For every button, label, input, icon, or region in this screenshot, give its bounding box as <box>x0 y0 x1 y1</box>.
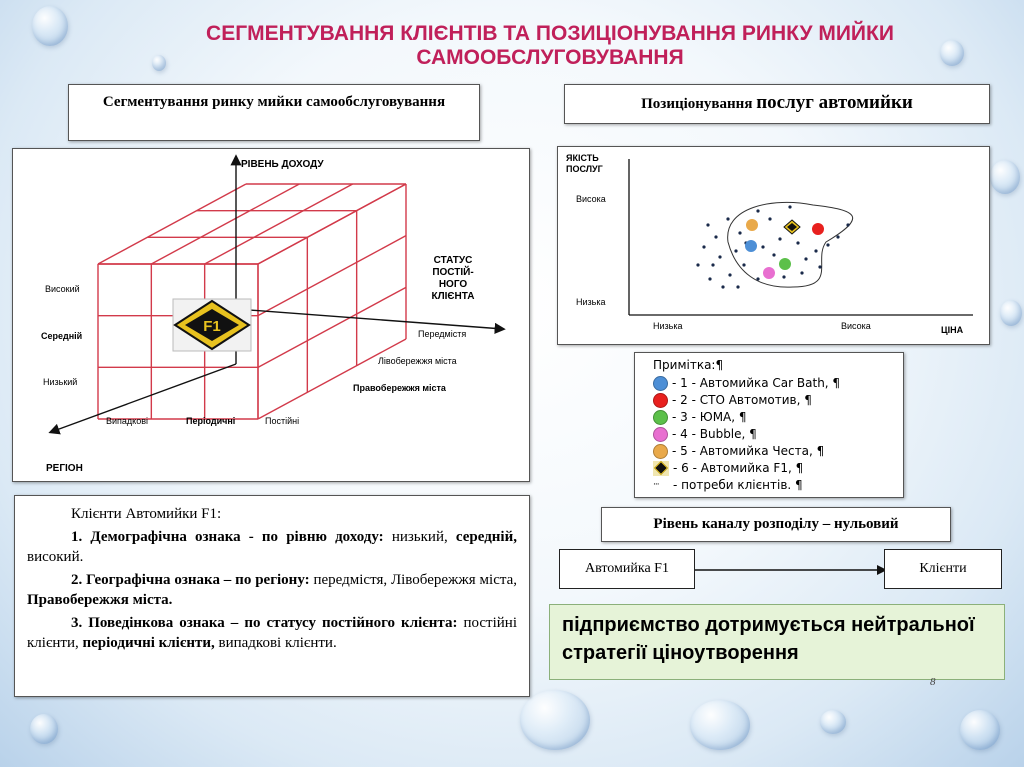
pricing-strategy-note: підприємство дотримується нейтральної стратегії ціноутворення <box>549 604 1005 680</box>
green-dot-icon <box>653 410 668 425</box>
client-need-dot <box>818 265 821 268</box>
clients-heading: Клієнти Автомийки F1: <box>71 506 222 522</box>
client-need-dot <box>706 223 709 226</box>
status-level-random: Випадкові <box>106 416 148 426</box>
client-need-dot <box>846 223 849 226</box>
client-need-dot <box>772 253 775 256</box>
client-need-dot <box>768 217 771 220</box>
orange-dot-icon <box>653 444 668 459</box>
cube-grid-line <box>205 184 353 264</box>
status-level-periodic: Періодичні <box>186 416 236 426</box>
flow-arrow-icon <box>695 560 887 580</box>
x-axis-label: ЦІНА <box>941 325 964 335</box>
client-need-dot <box>782 275 785 278</box>
status-level-permanent: Постійні <box>265 416 300 426</box>
water-drop <box>820 710 846 734</box>
blue-dot-icon <box>653 376 668 391</box>
clients-description <box>14 495 530 697</box>
income-level-low: Низький <box>43 377 78 387</box>
client-need-dot <box>788 205 791 208</box>
income-level-mid: Середній <box>41 331 83 341</box>
flow-box-carwash: Автомийка F1 <box>559 549 695 589</box>
legend-item <box>653 460 903 477</box>
marker-f1-icon <box>784 220 800 234</box>
client-need-dot <box>736 285 739 288</box>
cube-grid-line <box>258 236 406 316</box>
y-label-2: ПОСЛУГ <box>566 164 603 174</box>
client-need-dot <box>711 263 714 266</box>
client-need-dot <box>721 285 724 288</box>
legend-item <box>653 409 903 426</box>
cube-grid-line <box>151 184 299 264</box>
y-low-label: Низька <box>576 297 606 307</box>
clients-geographic: 2. Географічна ознака – по регіону: передмістя, Лівобережжя міста, Правобережжя міста. <box>27 572 517 608</box>
client-need-dot <box>708 277 711 280</box>
cube-svg <box>13 149 531 483</box>
water-drop <box>32 6 68 46</box>
positioning-header-part1: Позиціонування <box>641 96 757 112</box>
red-dot-icon <box>653 393 668 408</box>
positioning-header-part2: послуг автомийки <box>756 92 913 113</box>
water-drop <box>960 710 1000 750</box>
client-need-dot <box>756 277 759 280</box>
axis-status-label-1: СТАТУС <box>433 255 473 266</box>
legend-item-label: - 1 - Автомийка Car Bath, ¶ <box>672 376 841 390</box>
positioning-svg <box>558 147 991 346</box>
legend-item-label: - 4 - Bubble, ¶ <box>672 427 757 441</box>
client-need-dot <box>804 257 807 260</box>
water-drop <box>690 700 750 750</box>
page-title: СЕГМЕНТУВАННЯ КЛІЄНТІВ ТА ПОЗИЦІОНУВАННЯ РИНКУ МИЙКИ САМООБСЛУГОВУВАННЯ <box>206 22 894 69</box>
marker-sto-avtomotiv <box>812 223 824 235</box>
segmentation-cube-diagram <box>12 148 530 482</box>
client-need-dot <box>734 249 737 252</box>
client-need-dot <box>718 255 721 258</box>
marker-chesta <box>746 219 758 231</box>
positioning-header <box>564 84 990 124</box>
clients-demographic: 1. Демографічна ознака - по рівню доходу: низький, середній, високий. <box>27 529 517 565</box>
legend-note <box>634 352 904 498</box>
legend-item-label: - 2 - СТО Автомотив, ¶ <box>672 393 812 407</box>
positioning-chart <box>557 146 990 345</box>
legend-item-label: - 6 - Автомийка F1, ¶ <box>673 461 804 475</box>
axis-status-label-2: ПОСТІЙ- <box>432 267 474 278</box>
region-level-suburb: Передмістя <box>418 329 467 339</box>
legend-item-label: - потреби клієнтів. ¶ <box>673 478 803 492</box>
cube-grid-line <box>98 184 246 264</box>
flow-box-clients: Клієнти <box>884 549 1002 589</box>
f1-logo-icon <box>173 299 251 351</box>
client-need-dot <box>696 263 699 266</box>
client-need-dot <box>702 245 705 248</box>
marker-bubble <box>763 267 775 279</box>
client-need-dot <box>726 217 729 220</box>
axis-income-label: РІВЕНЬ ДОХОДУ <box>241 159 324 170</box>
x-high-label: Висока <box>841 321 871 331</box>
status-axis <box>236 309 503 329</box>
pink-dot-icon <box>653 427 668 442</box>
x-low-label: Низька <box>653 321 683 331</box>
client-need-dot <box>714 235 717 238</box>
client-need-dot <box>761 245 764 248</box>
client-need-dot <box>742 263 745 266</box>
cube-grid-line <box>258 339 406 419</box>
page-number: 8 <box>930 676 936 688</box>
legend-item <box>653 392 903 409</box>
water-drop <box>520 690 590 750</box>
income-level-high: Високий <box>45 284 80 294</box>
water-drop <box>990 160 1020 194</box>
needs-dots-icon: ⋅⋅⋅ <box>653 480 659 490</box>
axis-region-label: РЕГІОН <box>46 463 83 474</box>
region-level-left-bank: Лівобережжя міста <box>378 356 457 366</box>
f1-small-logo-icon <box>653 461 669 476</box>
axis-status-label-3: НОГО <box>438 279 468 290</box>
region-level-right-bank: Правобережжя міста <box>353 383 446 393</box>
y-label-1: ЯКІСТЬ <box>566 153 599 163</box>
client-need-dot <box>800 271 803 274</box>
cube-grid-line <box>258 184 406 264</box>
y-high-label: Висока <box>576 194 606 204</box>
client-need-dot <box>738 231 741 234</box>
client-need-dot <box>796 241 799 244</box>
note-title: Примітка:¶ <box>653 358 724 372</box>
water-drop <box>1000 300 1022 326</box>
legend-item <box>653 443 903 460</box>
client-need-dot <box>778 237 781 240</box>
logo-text: F1 <box>203 318 221 335</box>
legend-item-label: - 5 - Автомийка Честа, ¶ <box>672 444 825 458</box>
client-need-dot <box>814 249 817 252</box>
client-need-dot <box>836 235 839 238</box>
legend-item-label: - 3 - ЮМА, ¶ <box>672 410 747 424</box>
client-need-dot <box>826 243 829 246</box>
legend-item <box>653 375 903 392</box>
client-need-dot <box>756 209 759 212</box>
clients-behavioral: 3. Поведінкова ознака – по статусу постійного клієнта: постійні клієнти, періодичні клієнти, випадкові клієнти. <box>27 615 517 651</box>
legend-item <box>653 426 903 443</box>
marker-yuma <box>779 258 791 270</box>
water-drop <box>30 714 58 744</box>
client-need-dot <box>728 273 731 276</box>
segmentation-header: Сегментування ринку мийки самообслуговування <box>68 84 480 141</box>
legend-item <box>653 477 903 494</box>
distribution-channel-label: Рівень каналу розподілу – нульовий <box>601 507 951 542</box>
axis-status-label-4: КЛІЄНТА <box>431 291 475 302</box>
marker-car-bath <box>745 240 757 252</box>
